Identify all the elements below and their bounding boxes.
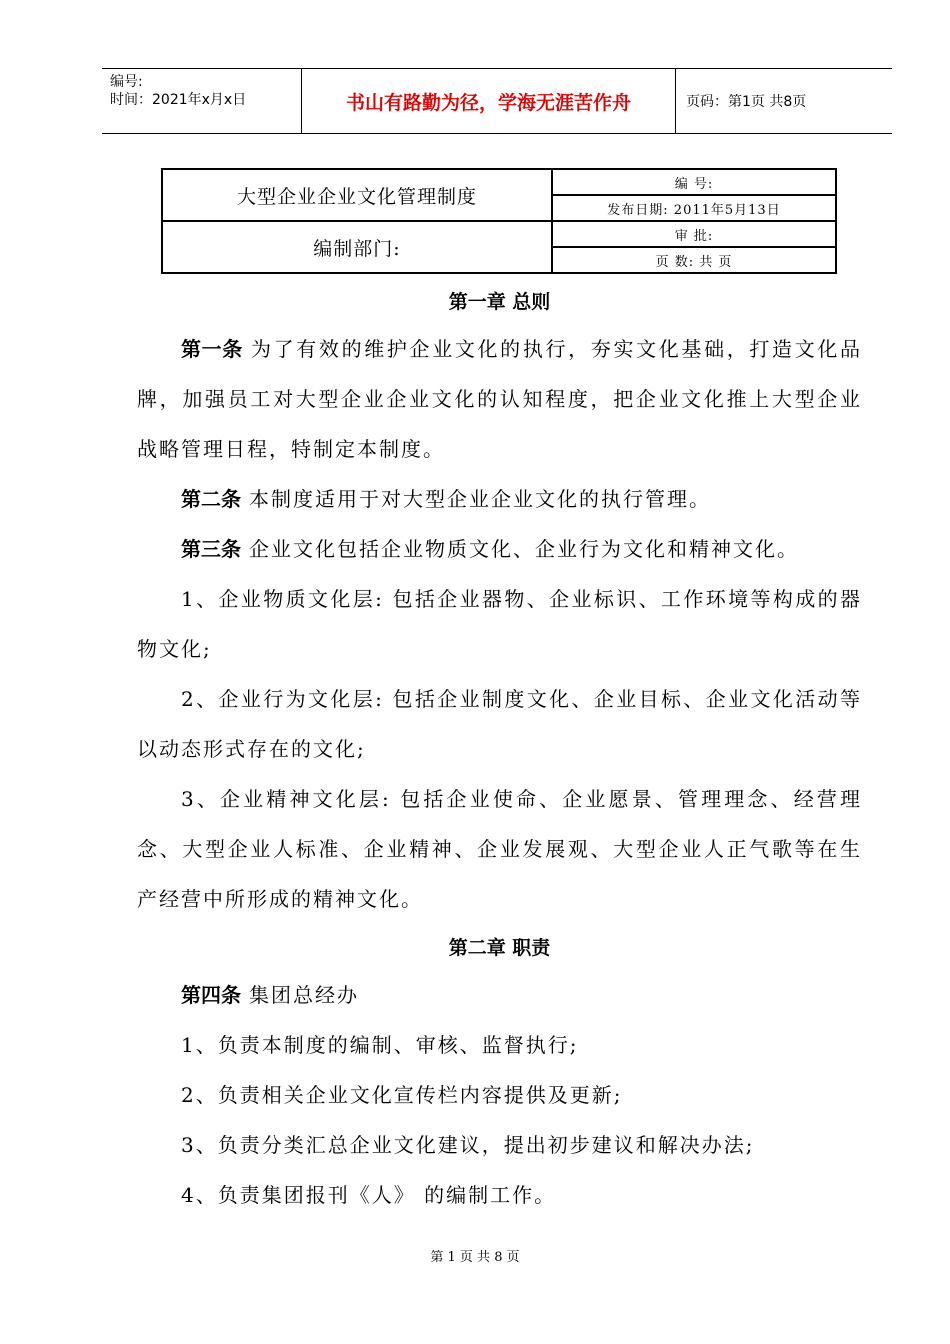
article-3-item-3: 3、企业精神文化层: 包括企业使命、企业愿景、管理理念、经营理念、大型企业人标准、企业精神、企业发展观、大型企业人正气歌等在生产经营中所形成的精神文化。 xyxy=(137,787,862,911)
article-3-item-1: 1、企业物质文化层: 包括企业器物、企业标识、工作环境等构成的器物文化; xyxy=(137,587,862,661)
header-page-code: 页码：第1页 共8页 xyxy=(686,94,807,110)
header-motto: 书山有路勤为径，学海无涯苦作舟 xyxy=(302,69,676,133)
article-3-label: 第三条 xyxy=(181,537,241,561)
article-1-text: 为了有效的维护企业文化的执行，夯实文化基础，打造文化品牌，加强员工对大型企业企业文化的认知程度，把企业文化推上大型企业战略管理日程，特制定本制度。 xyxy=(137,337,863,461)
article-3-text: 企业文化包括企业物质文化、企业行为文化和精神文化。 xyxy=(249,537,799,561)
article-3-item-2: 2、企业行为文化层: 包括企业制度文化、企业目标、企业文化活动等以动态形式存在的文化; xyxy=(137,687,862,761)
article-4 xyxy=(137,970,862,1020)
article-2 xyxy=(137,474,862,524)
article-4-label: 第四条 xyxy=(181,983,241,1007)
page-header xyxy=(102,68,892,134)
header-meta xyxy=(102,69,302,133)
article-4-item-3: 3、负责分类汇总企业文化建议，提出初步建议和解决办法; xyxy=(181,1133,755,1157)
page-footer: 第 1 页 共 8 页 xyxy=(430,1250,520,1265)
article-2-label: 第二条 xyxy=(181,487,241,511)
article-1 xyxy=(137,324,862,474)
department-field: 编制部门: xyxy=(162,221,552,273)
article-4-item-2: 2、负责相关企业文化宣传栏内容提供及更新; xyxy=(181,1083,623,1107)
approval-field: 审 批: xyxy=(552,221,836,247)
article-3 xyxy=(137,524,862,574)
document-info-table xyxy=(161,168,837,274)
article-4-item-4: 4、负责集团报刊《人》 的编制工作。 xyxy=(181,1183,557,1207)
article-2-text: 本制度适用于对大型企业企业文化的执行管理。 xyxy=(249,487,711,511)
chapter-heading-2: 第二章 职责 xyxy=(448,937,551,959)
chapter-heading-1: 第一章 总则 xyxy=(448,291,551,313)
header-number-label: 编号: xyxy=(110,74,143,90)
publish-date: 发布日期: 2011年5月13日 xyxy=(552,195,836,221)
article-4-item-1: 1、负责本制度的编制、审核、监督执行; xyxy=(181,1033,579,1057)
article-1-label: 第一条 xyxy=(181,337,243,361)
header-time-label: 时间：2021年x月x日 xyxy=(110,92,247,108)
article-4-text: 集团总经办 xyxy=(249,983,359,1007)
page-count-field: 页 数: 共 页 xyxy=(552,247,836,273)
document-title: 大型企业企业文化管理制度 xyxy=(162,169,552,221)
document-body xyxy=(137,280,862,1220)
document-number: 编 号: xyxy=(552,169,836,195)
